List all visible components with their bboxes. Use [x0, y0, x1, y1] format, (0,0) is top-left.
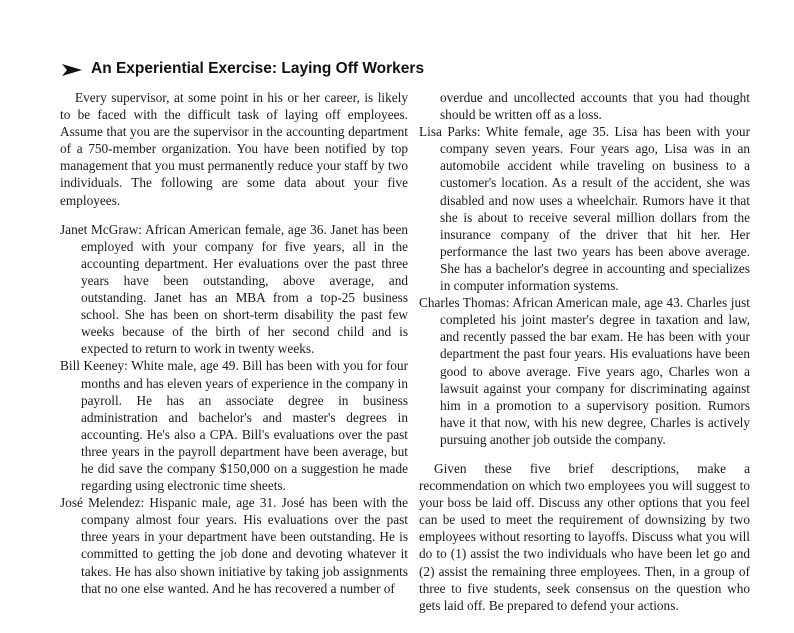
employee-name: Janet McGraw:	[60, 221, 142, 237]
employee-name: José Melendez:	[60, 495, 145, 511]
arrowhead-bullet-icon	[62, 63, 82, 75]
employee-description: African American male, age 43. Charles just completed his joint master's degree in taxation and law, and recently passed the bar exam. He has been with your department the past four years. His evaluations have been good to above average. Five years ago, Charles won a lawsuit against your company for discriminating against him in a promotion to a supervisory position. Rumors have it that now, with his new degree, Charles is actively pursuing another job outside the company.	[440, 295, 750, 447]
employee-entry-charles	[419, 294, 750, 448]
employee-name: Lisa Parks:	[419, 124, 481, 140]
right-column	[419, 89, 750, 614]
employee-name: Bill Keeney:	[60, 358, 128, 374]
employee-name: Charles Thomas:	[419, 295, 510, 311]
employee-entry-bill	[60, 357, 408, 494]
employee-description: White male, age 49. Bill has been with you for four months and has eleven years of experience in the company in payroll. He has an associate degree in business administration and bachelor's and master's degrees in accounting. He's also a CPA. Bill's evaluations over the past three years in the payroll department have been average, but he did save the company $150,000 on a suggestion he made regarding using electronic time sheets.	[81, 358, 408, 494]
employee-entry-jose	[60, 494, 408, 597]
employee-description: African American female, age 36. Janet has been employed with your company for five years, all in the accounting department. Her evaluations over the past three years have been outstanding, above average, and outstanding. Janet has an MBA from a top-25 business school. She has been on short-term disability the past few weeks because of the birth of her second child and is expected to return to work in twenty weeks.	[81, 221, 408, 357]
employee-entry-jose-continued	[419, 89, 750, 123]
employee-entry-janet	[60, 221, 408, 358]
employee-description: Hispanic male, age 31. José has been with the company almost four years. His evaluations over the past three years in your department have been outstanding. He is committed to getting the job done and devoting whatever it takes. He has also shown initiative by taking job assignments that no one else wanted. And he has recovered a number of	[81, 495, 408, 596]
employee-entry-lisa	[419, 123, 750, 294]
section-title: An Experiential Exercise: Laying Off Workers	[91, 60, 425, 77]
employee-description: White female, age 35. Lisa has been with your company seven years. Four years ago, Lisa was in an automobile accident while traveling on business to a customer's location. As a result of the accident, she was disabled and now uses a wheelchair. Rumors have it that she is about to receive several million dollars from the insurance company of the driver that hit her. Her performance the last two years has been above average. She has a bachelor's degree in accounting and specializes in computer information systems.	[440, 124, 751, 294]
employee-description-continued: overdue and uncollected accounts that you had thought should be written off as a loss.	[440, 90, 750, 123]
intro-paragraph: Every supervisor, at some point in his or her career, is likely to be faced with the difficult task of laying off employees. Assume that you are the supervisor in the accounting department of a 750-member organization. You have been notified by top management that you must permanently reduce your staff by two individuals. The following are some data about your five employees.	[60, 90, 408, 208]
left-column	[60, 89, 408, 597]
section-heading	[62, 60, 424, 78]
closing-paragraph: Given these five brief descriptions, make a recommendation on which two employees you will suggest to your boss be laid off. Discuss any other options that you feel can be used to meet the requirement of downsizing by two employees without resorting to layoffs. Discuss what you will do to (1) assist the two individuals who have been let go and (2) assist the remaining three employees. Then, in a group of three to five students, seek consensus on the question who gets laid off. Be prepared to defend your actions.	[419, 460, 750, 613]
